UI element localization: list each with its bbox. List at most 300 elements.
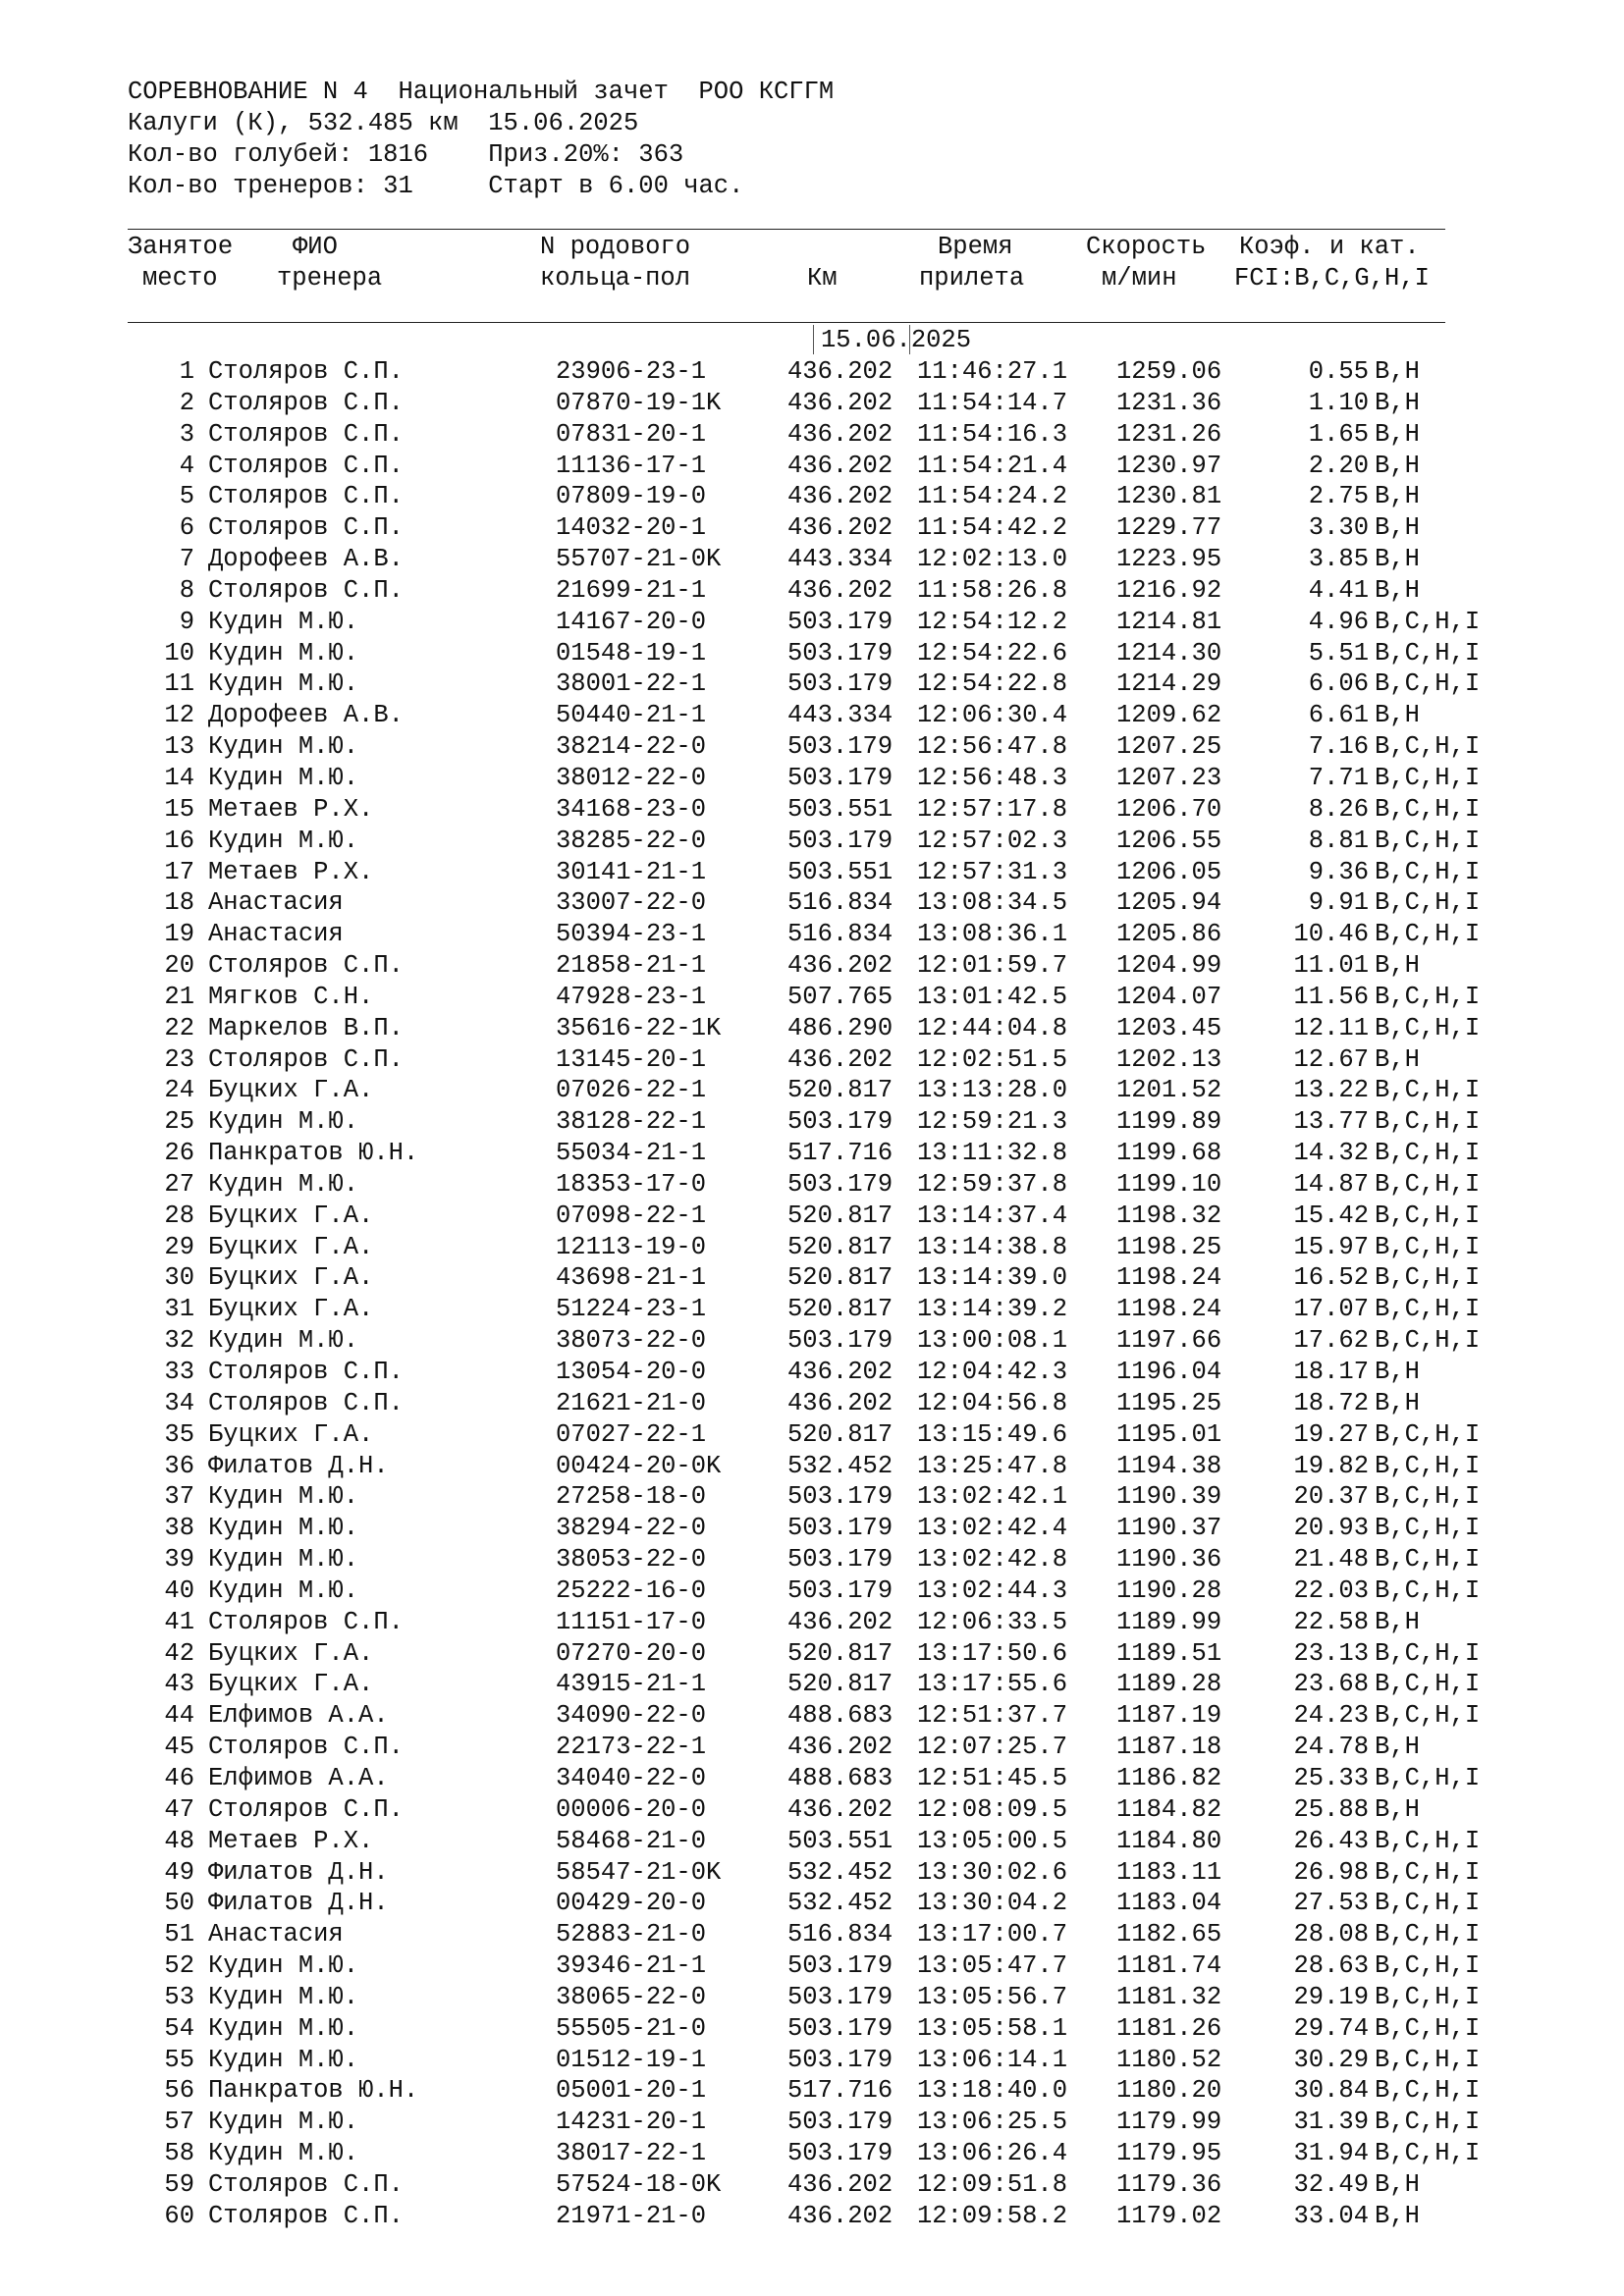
cell-arrival-time: 13:14:37.4 [917, 1201, 1068, 1230]
cell-arrival-time: 13:18:40.0 [917, 2076, 1068, 2106]
cell-speed: 1198.32 [1116, 1201, 1222, 1230]
cell-category: B,H [1375, 545, 1420, 574]
cell-arrival-time: 13:05:00.5 [917, 1826, 1068, 1855]
cell-arrival-time: 13:06:14.1 [917, 2045, 1068, 2074]
cell-coefficient: 1.10 [1308, 388, 1369, 417]
cell-coefficient: 23.13 [1293, 1638, 1369, 1668]
cell-distance-km: 520.817 [787, 1638, 893, 1668]
cell-place: 5 [179, 482, 194, 511]
cell-trainer-name: Столяров С.П. [208, 1358, 404, 1386]
cell-place: 41 [164, 1607, 194, 1636]
cell-ring-number: 30141-21-1 [556, 857, 707, 886]
cell-ring-number: 33007-22-0 [556, 888, 707, 918]
cell-category: B,C,H,I [1375, 607, 1481, 636]
cell-coefficient: 27.53 [1293, 1889, 1369, 1918]
cell-trainer-name: Кудин М.Ю. [208, 732, 359, 762]
cell-distance-km: 532.452 [787, 1857, 893, 1887]
cell-distance-km: 516.834 [787, 888, 893, 918]
flight-date: 15.06.2025 [821, 326, 972, 354]
cell-speed: 1198.25 [1116, 1232, 1222, 1261]
cell-place: 1 [179, 357, 194, 386]
cell-arrival-time: 11:54:21.4 [917, 451, 1068, 480]
header-rule-top [128, 229, 1445, 230]
cell-coefficient: 26.43 [1293, 1826, 1369, 1855]
cell-ring-number: 21699-21-1 [556, 575, 707, 605]
cell-distance-km: 503.179 [787, 1326, 893, 1356]
cell-arrival-time: 12:04:42.3 [917, 1358, 1068, 1386]
cell-category: B,C,H,I [1375, 794, 1481, 824]
cell-coefficient: 14.32 [1293, 1139, 1369, 1168]
cell-distance-km: 503.179 [787, 1169, 893, 1199]
cell-place: 15 [164, 794, 194, 824]
cell-speed: 1198.24 [1116, 1263, 1222, 1293]
cell-arrival-time: 12:44:04.8 [917, 1013, 1068, 1042]
cell-place: 20 [164, 951, 194, 981]
cell-arrival-time: 13:08:36.1 [917, 920, 1068, 949]
cell-arrival-time: 13:30:04.2 [917, 1889, 1068, 1918]
cell-speed: 1204.07 [1116, 982, 1222, 1011]
cell-arrival-time: 13:17:55.6 [917, 1670, 1068, 1699]
cell-place: 33 [164, 1358, 194, 1386]
cell-place: 50 [164, 1889, 194, 1918]
cell-speed: 1196.04 [1116, 1358, 1222, 1386]
cell-ring-number: 55034-21-1 [556, 1139, 707, 1168]
cell-distance-km: 503.179 [787, 2045, 893, 2074]
cell-ring-number: 58547-21-0K [556, 1857, 722, 1887]
cell-place: 25 [164, 1107, 194, 1137]
cell-distance-km: 532.452 [787, 1451, 893, 1480]
cell-speed: 1187.19 [1116, 1701, 1222, 1731]
cell-trainer-name: Кудин М.Ю. [208, 1575, 359, 1605]
cell-arrival-time: 11:58:26.8 [917, 575, 1068, 605]
cell-arrival-time: 12:54:22.8 [917, 669, 1068, 699]
cell-category: B,H [1375, 1044, 1420, 1074]
cell-coefficient: 20.93 [1293, 1514, 1369, 1543]
cell-speed: 1231.36 [1116, 388, 1222, 417]
cell-arrival-time: 13:08:34.5 [917, 888, 1068, 918]
cell-trainer-name: Буцких Г.А. [208, 1419, 374, 1449]
cell-trainer-name: Кудин М.Ю. [208, 1982, 359, 2011]
cell-speed: 1195.01 [1116, 1419, 1222, 1449]
cell-ring-number: 22173-22-1 [556, 1733, 707, 1762]
col-speed-2: м/мин [1102, 264, 1177, 293]
cell-speed: 1204.99 [1116, 951, 1222, 981]
cell-distance-km: 436.202 [787, 513, 893, 543]
cell-coefficient: 4.41 [1308, 575, 1369, 605]
cell-coefficient: 11.01 [1293, 951, 1369, 981]
cell-trainer-name: Кудин М.Ю. [208, 2139, 359, 2168]
cell-arrival-time: 11:54:16.3 [917, 419, 1068, 449]
cell-category: B,H [1375, 451, 1420, 480]
cell-category: B,C,H,I [1375, 1575, 1481, 1605]
cell-category: B,H [1375, 2201, 1420, 2230]
cell-distance-km: 436.202 [787, 2201, 893, 2230]
cell-place: 36 [164, 1451, 194, 1480]
cell-arrival-time: 11:54:14.7 [917, 388, 1068, 417]
cell-ring-number: 25222-16-0 [556, 1575, 707, 1605]
cell-distance-km: 503.179 [787, 1514, 893, 1543]
cell-arrival-time: 13:25:47.8 [917, 1451, 1068, 1480]
competition-title: СОРЕВНОВАНИЕ N 4 Национальный зачет РОО КСГГМ [128, 78, 835, 106]
cell-arrival-time: 12:57:02.3 [917, 826, 1068, 855]
cell-trainer-name: Столяров С.П. [208, 1794, 404, 1824]
cell-trainer-name: Кудин М.Ю. [208, 1951, 359, 1981]
cell-distance-km: 520.817 [787, 1232, 893, 1261]
cell-category: B,H [1375, 1388, 1420, 1417]
cell-trainer-name: Филатов Д.Н. [208, 1889, 389, 1918]
cell-place: 3 [179, 419, 194, 449]
cell-place: 13 [164, 732, 194, 762]
cell-arrival-time: 13:05:56.7 [917, 1982, 1068, 2011]
cell-arrival-time: 13:00:08.1 [917, 1326, 1068, 1356]
cell-coefficient: 29.19 [1293, 1982, 1369, 2011]
cell-coefficient: 9.36 [1308, 857, 1369, 886]
cell-category: B,H [1375, 1794, 1420, 1824]
release-point: Калуги (К), 532.485 км 15.06.2025 [128, 109, 639, 137]
cell-arrival-time: 12:54:12.2 [917, 607, 1068, 636]
cell-trainer-name: Кудин М.Ю. [208, 1326, 359, 1356]
cell-place: 40 [164, 1575, 194, 1605]
cell-coefficient: 4.96 [1308, 607, 1369, 636]
cell-trainer-name: Буцких Г.А. [208, 1670, 374, 1699]
cell-trainer-name: Столяров С.П. [208, 388, 404, 417]
cell-trainer-name: Маркелов В.П. [208, 1013, 404, 1042]
cell-speed: 1205.86 [1116, 920, 1222, 949]
cell-place: 53 [164, 1982, 194, 2011]
cell-speed: 1214.30 [1116, 638, 1222, 667]
cell-distance-km: 503.179 [787, 1545, 893, 1575]
cell-ring-number: 21621-21-0 [556, 1388, 707, 1417]
cell-speed: 1183.04 [1116, 1889, 1222, 1918]
cell-category: B,C,H,I [1375, 1763, 1481, 1792]
cell-place: 22 [164, 1013, 194, 1042]
cell-arrival-time: 13:02:44.3 [917, 1575, 1068, 1605]
cell-trainer-name: Столяров С.П. [208, 1733, 404, 1762]
cell-coefficient: 13.77 [1293, 1107, 1369, 1137]
cell-coefficient: 24.23 [1293, 1701, 1369, 1731]
cell-distance-km: 503.179 [787, 2108, 893, 2137]
cell-category: B,H [1375, 388, 1420, 417]
cell-coefficient: 7.71 [1308, 763, 1369, 792]
cell-category: B,C,H,I [1375, 1139, 1481, 1168]
cell-trainer-name: Кудин М.Ю. [208, 1482, 359, 1512]
cell-coefficient: 18.17 [1293, 1358, 1369, 1386]
cell-ring-number: 07098-22-1 [556, 1201, 707, 1230]
cell-speed: 1214.81 [1116, 607, 1222, 636]
pigeon-count: Кол-во голубей: 1816 Приз.20%: 363 [128, 140, 684, 169]
cell-distance-km: 436.202 [787, 1733, 893, 1762]
cell-arrival-time: 13:06:26.4 [917, 2139, 1068, 2168]
cell-trainer-name: Филатов Д.Н. [208, 1451, 389, 1480]
cell-coefficient: 6.61 [1308, 701, 1369, 730]
cell-category: B,C,H,I [1375, 982, 1481, 1011]
trainer-count: Кол-во тренеров: 31 Старт в 6.00 час. [128, 172, 744, 200]
cell-trainer-name: Буцких Г.А. [208, 1638, 374, 1668]
cell-speed: 1230.81 [1116, 482, 1222, 511]
cell-coefficient: 19.82 [1293, 1451, 1369, 1480]
cell-coefficient: 8.26 [1308, 794, 1369, 824]
cell-distance-km: 436.202 [787, 451, 893, 480]
cell-category: B,C,H,I [1375, 1107, 1481, 1137]
cell-speed: 1223.95 [1116, 545, 1222, 574]
cell-trainer-name: Столяров С.П. [208, 2201, 404, 2230]
cell-speed: 1180.52 [1116, 2045, 1222, 2074]
cell-place: 44 [164, 1701, 194, 1731]
cell-trainer-name: Анастасия [208, 888, 344, 918]
cell-coefficient: 2.75 [1308, 482, 1369, 511]
cell-speed: 1190.36 [1116, 1545, 1222, 1575]
cell-ring-number: 11151-17-0 [556, 1607, 707, 1636]
cell-place: 48 [164, 1826, 194, 1855]
cell-distance-km: 503.179 [787, 2013, 893, 2043]
cell-speed: 1195.25 [1116, 1388, 1222, 1417]
cell-coefficient: 17.62 [1293, 1326, 1369, 1356]
cell-arrival-time: 13:14:39.2 [917, 1295, 1068, 1324]
cell-distance-km: 436.202 [787, 1358, 893, 1386]
cell-place: 31 [164, 1295, 194, 1324]
cell-category: B,C,H,I [1375, 763, 1481, 792]
cell-category: B,C,H,I [1375, 1295, 1481, 1324]
cell-distance-km: 436.202 [787, 419, 893, 449]
cell-ring-number: 05001-20-1 [556, 2076, 707, 2106]
cell-distance-km: 443.334 [787, 545, 893, 574]
cell-trainer-name: Столяров С.П. [208, 357, 404, 386]
cell-trainer-name: Панкратов Ю.Н. [208, 2076, 419, 2106]
cell-coefficient: 1.65 [1308, 419, 1369, 449]
cell-distance-km: 503.179 [787, 638, 893, 667]
cell-speed: 1229.77 [1116, 513, 1222, 543]
col-time-1: Время [938, 233, 1013, 261]
cell-place: 28 [164, 1201, 194, 1230]
cell-speed: 1190.39 [1116, 1482, 1222, 1512]
cell-distance-km: 503.179 [787, 2139, 893, 2168]
cell-place: 59 [164, 2169, 194, 2199]
cell-ring-number: 01548-19-1 [556, 638, 707, 667]
cell-category: B,C,H,I [1375, 638, 1481, 667]
cell-category: B,C,H,I [1375, 1419, 1481, 1449]
cell-category: B,C,H,I [1375, 1920, 1481, 1949]
col-coef-1: Коэф. и кат. [1239, 233, 1420, 261]
cell-coefficient: 31.94 [1293, 2139, 1369, 2168]
cell-arrival-time: 13:14:38.8 [917, 1232, 1068, 1261]
cell-ring-number: 43698-21-1 [556, 1263, 707, 1293]
cell-distance-km: 520.817 [787, 1201, 893, 1230]
cell-category: B,C,H,I [1375, 1514, 1481, 1543]
cell-category: B,C,H,I [1375, 1482, 1481, 1512]
cell-speed: 1181.32 [1116, 1982, 1222, 2011]
cell-place: 54 [164, 2013, 194, 2043]
cell-place: 27 [164, 1169, 194, 1199]
cell-coefficient: 29.74 [1293, 2013, 1369, 2043]
cell-place: 14 [164, 763, 194, 792]
cell-trainer-name: Буцких Г.А. [208, 1201, 374, 1230]
cell-arrival-time: 12:07:25.7 [917, 1733, 1068, 1762]
cell-arrival-time: 12:57:17.8 [917, 794, 1068, 824]
cell-arrival-time: 12:02:51.5 [917, 1044, 1068, 1074]
cell-speed: 1199.10 [1116, 1169, 1222, 1199]
cell-distance-km: 503.179 [787, 826, 893, 855]
cell-arrival-time: 13:17:00.7 [917, 1920, 1068, 1949]
cell-distance-km: 517.716 [787, 1139, 893, 1168]
cell-place: 11 [164, 669, 194, 699]
col-time-2: прилета [919, 264, 1025, 293]
cell-place: 39 [164, 1545, 194, 1575]
cell-trainer-name: Буцких Г.А. [208, 1076, 374, 1105]
cell-coefficient: 15.97 [1293, 1232, 1369, 1261]
cell-ring-number: 57524-18-0K [556, 2169, 722, 2199]
cell-trainer-name: Столяров С.П. [208, 1607, 404, 1636]
cell-trainer-name: Буцких Г.А. [208, 1295, 374, 1324]
cell-coefficient: 25.33 [1293, 1763, 1369, 1792]
cell-speed: 1198.24 [1116, 1295, 1222, 1324]
cell-arrival-time: 12:56:48.3 [917, 763, 1068, 792]
col-place-1: Занятое [128, 233, 234, 261]
cell-ring-number: 38294-22-0 [556, 1514, 707, 1543]
cell-arrival-time: 13:05:47.7 [917, 1951, 1068, 1981]
cell-arrival-time: 12:51:37.7 [917, 1701, 1068, 1731]
cell-ring-number: 27258-18-0 [556, 1482, 707, 1512]
cell-distance-km: 503.179 [787, 732, 893, 762]
cell-arrival-time: 12:59:37.8 [917, 1169, 1068, 1199]
cell-distance-km: 503.551 [787, 1826, 893, 1855]
cell-coefficient: 2.20 [1308, 451, 1369, 480]
cell-speed: 1207.23 [1116, 763, 1222, 792]
cell-category: B,C,H,I [1375, 732, 1481, 762]
cell-place: 12 [164, 701, 194, 730]
cell-coefficient: 16.52 [1293, 1263, 1369, 1293]
cell-distance-km: 520.817 [787, 1295, 893, 1324]
cell-ring-number: 00429-20-0 [556, 1889, 707, 1918]
cell-ring-number: 47928-23-1 [556, 982, 707, 1011]
cell-category: B,C,H,I [1375, 1263, 1481, 1293]
cell-distance-km: 520.817 [787, 1670, 893, 1699]
cell-category: B,H [1375, 357, 1420, 386]
cell-speed: 1183.11 [1116, 1857, 1222, 1887]
cell-speed: 1179.02 [1116, 2201, 1222, 2230]
cell-distance-km: 488.683 [787, 1763, 893, 1792]
cell-category: B,H [1375, 951, 1420, 981]
cell-coefficient: 11.56 [1293, 982, 1369, 1011]
cell-arrival-time: 13:15:49.6 [917, 1419, 1068, 1449]
cell-distance-km: 516.834 [787, 920, 893, 949]
cell-distance-km: 517.716 [787, 2076, 893, 2106]
cell-place: 6 [179, 513, 194, 543]
cell-category: B,C,H,I [1375, 1076, 1481, 1105]
cell-distance-km: 532.452 [787, 1889, 893, 1918]
cell-category: B,C,H,I [1375, 1826, 1481, 1855]
cell-place: 38 [164, 1514, 194, 1543]
cell-coefficient: 8.81 [1308, 826, 1369, 855]
cell-place: 60 [164, 2201, 194, 2230]
cell-place: 57 [164, 2108, 194, 2137]
cell-ring-number: 35616-22-1K [556, 1013, 722, 1042]
cell-place: 58 [164, 2139, 194, 2168]
cell-ring-number: 12113-19-0 [556, 1232, 707, 1261]
cell-arrival-time: 13:06:25.5 [917, 2108, 1068, 2137]
cell-ring-number: 00006-20-0 [556, 1794, 707, 1824]
cell-coefficient: 13.22 [1293, 1076, 1369, 1105]
cell-place: 2 [179, 388, 194, 417]
cell-coefficient: 30.29 [1293, 2045, 1369, 2074]
cell-ring-number: 58468-21-0 [556, 1826, 707, 1855]
cell-speed: 1180.20 [1116, 2076, 1222, 2106]
cell-speed: 1199.68 [1116, 1139, 1222, 1168]
cell-place: 9 [179, 607, 194, 636]
cell-speed: 1214.29 [1116, 669, 1222, 699]
cell-coefficient: 3.85 [1308, 545, 1369, 574]
cell-coefficient: 22.58 [1293, 1607, 1369, 1636]
cell-arrival-time: 12:04:56.8 [917, 1388, 1068, 1417]
cell-distance-km: 516.834 [787, 1920, 893, 1949]
cell-speed: 1186.82 [1116, 1763, 1222, 1792]
cell-arrival-time: 11:54:24.2 [917, 482, 1068, 511]
cell-distance-km: 443.334 [787, 701, 893, 730]
cell-speed: 1189.28 [1116, 1670, 1222, 1699]
cell-trainer-name: Дорофеев А.В. [208, 701, 404, 730]
cell-arrival-time: 13:02:42.8 [917, 1545, 1068, 1575]
cell-ring-number: 55707-21-0K [556, 545, 722, 574]
cell-distance-km: 436.202 [787, 1794, 893, 1824]
cell-ring-number: 38285-22-0 [556, 826, 707, 855]
cell-trainer-name: Буцких Г.А. [208, 1263, 374, 1293]
cell-speed: 1189.99 [1116, 1607, 1222, 1636]
cell-ring-number: 01512-19-1 [556, 2045, 707, 2074]
cell-distance-km: 503.179 [787, 763, 893, 792]
cell-arrival-time: 11:46:27.1 [917, 357, 1068, 386]
cell-ring-number: 55505-21-0 [556, 2013, 707, 2043]
cell-place: 56 [164, 2076, 194, 2106]
cell-place: 55 [164, 2045, 194, 2074]
cell-speed: 1181.74 [1116, 1951, 1222, 1981]
cell-arrival-time: 12:06:30.4 [917, 701, 1068, 730]
cell-category: B,C,H,I [1375, 1982, 1481, 2011]
cell-category: B,H [1375, 1607, 1420, 1636]
cell-trainer-name: Кудин М.Ю. [208, 2108, 359, 2137]
cell-coefficient: 33.04 [1293, 2201, 1369, 2230]
cell-category: B,H [1375, 419, 1420, 449]
cell-place: 52 [164, 1951, 194, 1981]
cell-trainer-name: Дорофеев А.В. [208, 545, 404, 574]
cell-trainer-name: Кудин М.Ю. [208, 1514, 359, 1543]
cell-distance-km: 436.202 [787, 1044, 893, 1074]
cell-ring-number: 23906-23-1 [556, 357, 707, 386]
cell-trainer-name: Кудин М.Ю. [208, 607, 359, 636]
cell-coefficient: 15.42 [1293, 1201, 1369, 1230]
cell-place: 24 [164, 1076, 194, 1105]
col-coef-2: FCI:B,C,G,H,I [1234, 264, 1430, 293]
cell-speed: 1199.89 [1116, 1107, 1222, 1137]
cell-place: 23 [164, 1044, 194, 1074]
cell-category: B,C,H,I [1375, 1670, 1481, 1699]
cell-category: B,C,H,I [1375, 1545, 1481, 1575]
cell-ring-number: 43915-21-1 [556, 1670, 707, 1699]
cell-place: 46 [164, 1763, 194, 1792]
cell-distance-km: 520.817 [787, 1419, 893, 1449]
cell-speed: 1209.62 [1116, 701, 1222, 730]
cell-coefficient: 31.39 [1293, 2108, 1369, 2137]
cell-coefficient: 26.98 [1293, 1857, 1369, 1887]
cell-arrival-time: 12:01:59.7 [917, 951, 1068, 981]
cell-place: 8 [179, 575, 194, 605]
cell-ring-number: 07831-20-1 [556, 419, 707, 449]
cell-category: B,C,H,I [1375, 888, 1481, 918]
cell-speed: 1189.51 [1116, 1638, 1222, 1668]
cell-speed: 1179.36 [1116, 2169, 1222, 2199]
cell-distance-km: 503.179 [787, 1575, 893, 1605]
cell-trainer-name: Филатов Д.Н. [208, 1857, 389, 1887]
cell-speed: 1187.18 [1116, 1733, 1222, 1762]
cell-trainer-name: Елфимов А.А. [208, 1763, 389, 1792]
